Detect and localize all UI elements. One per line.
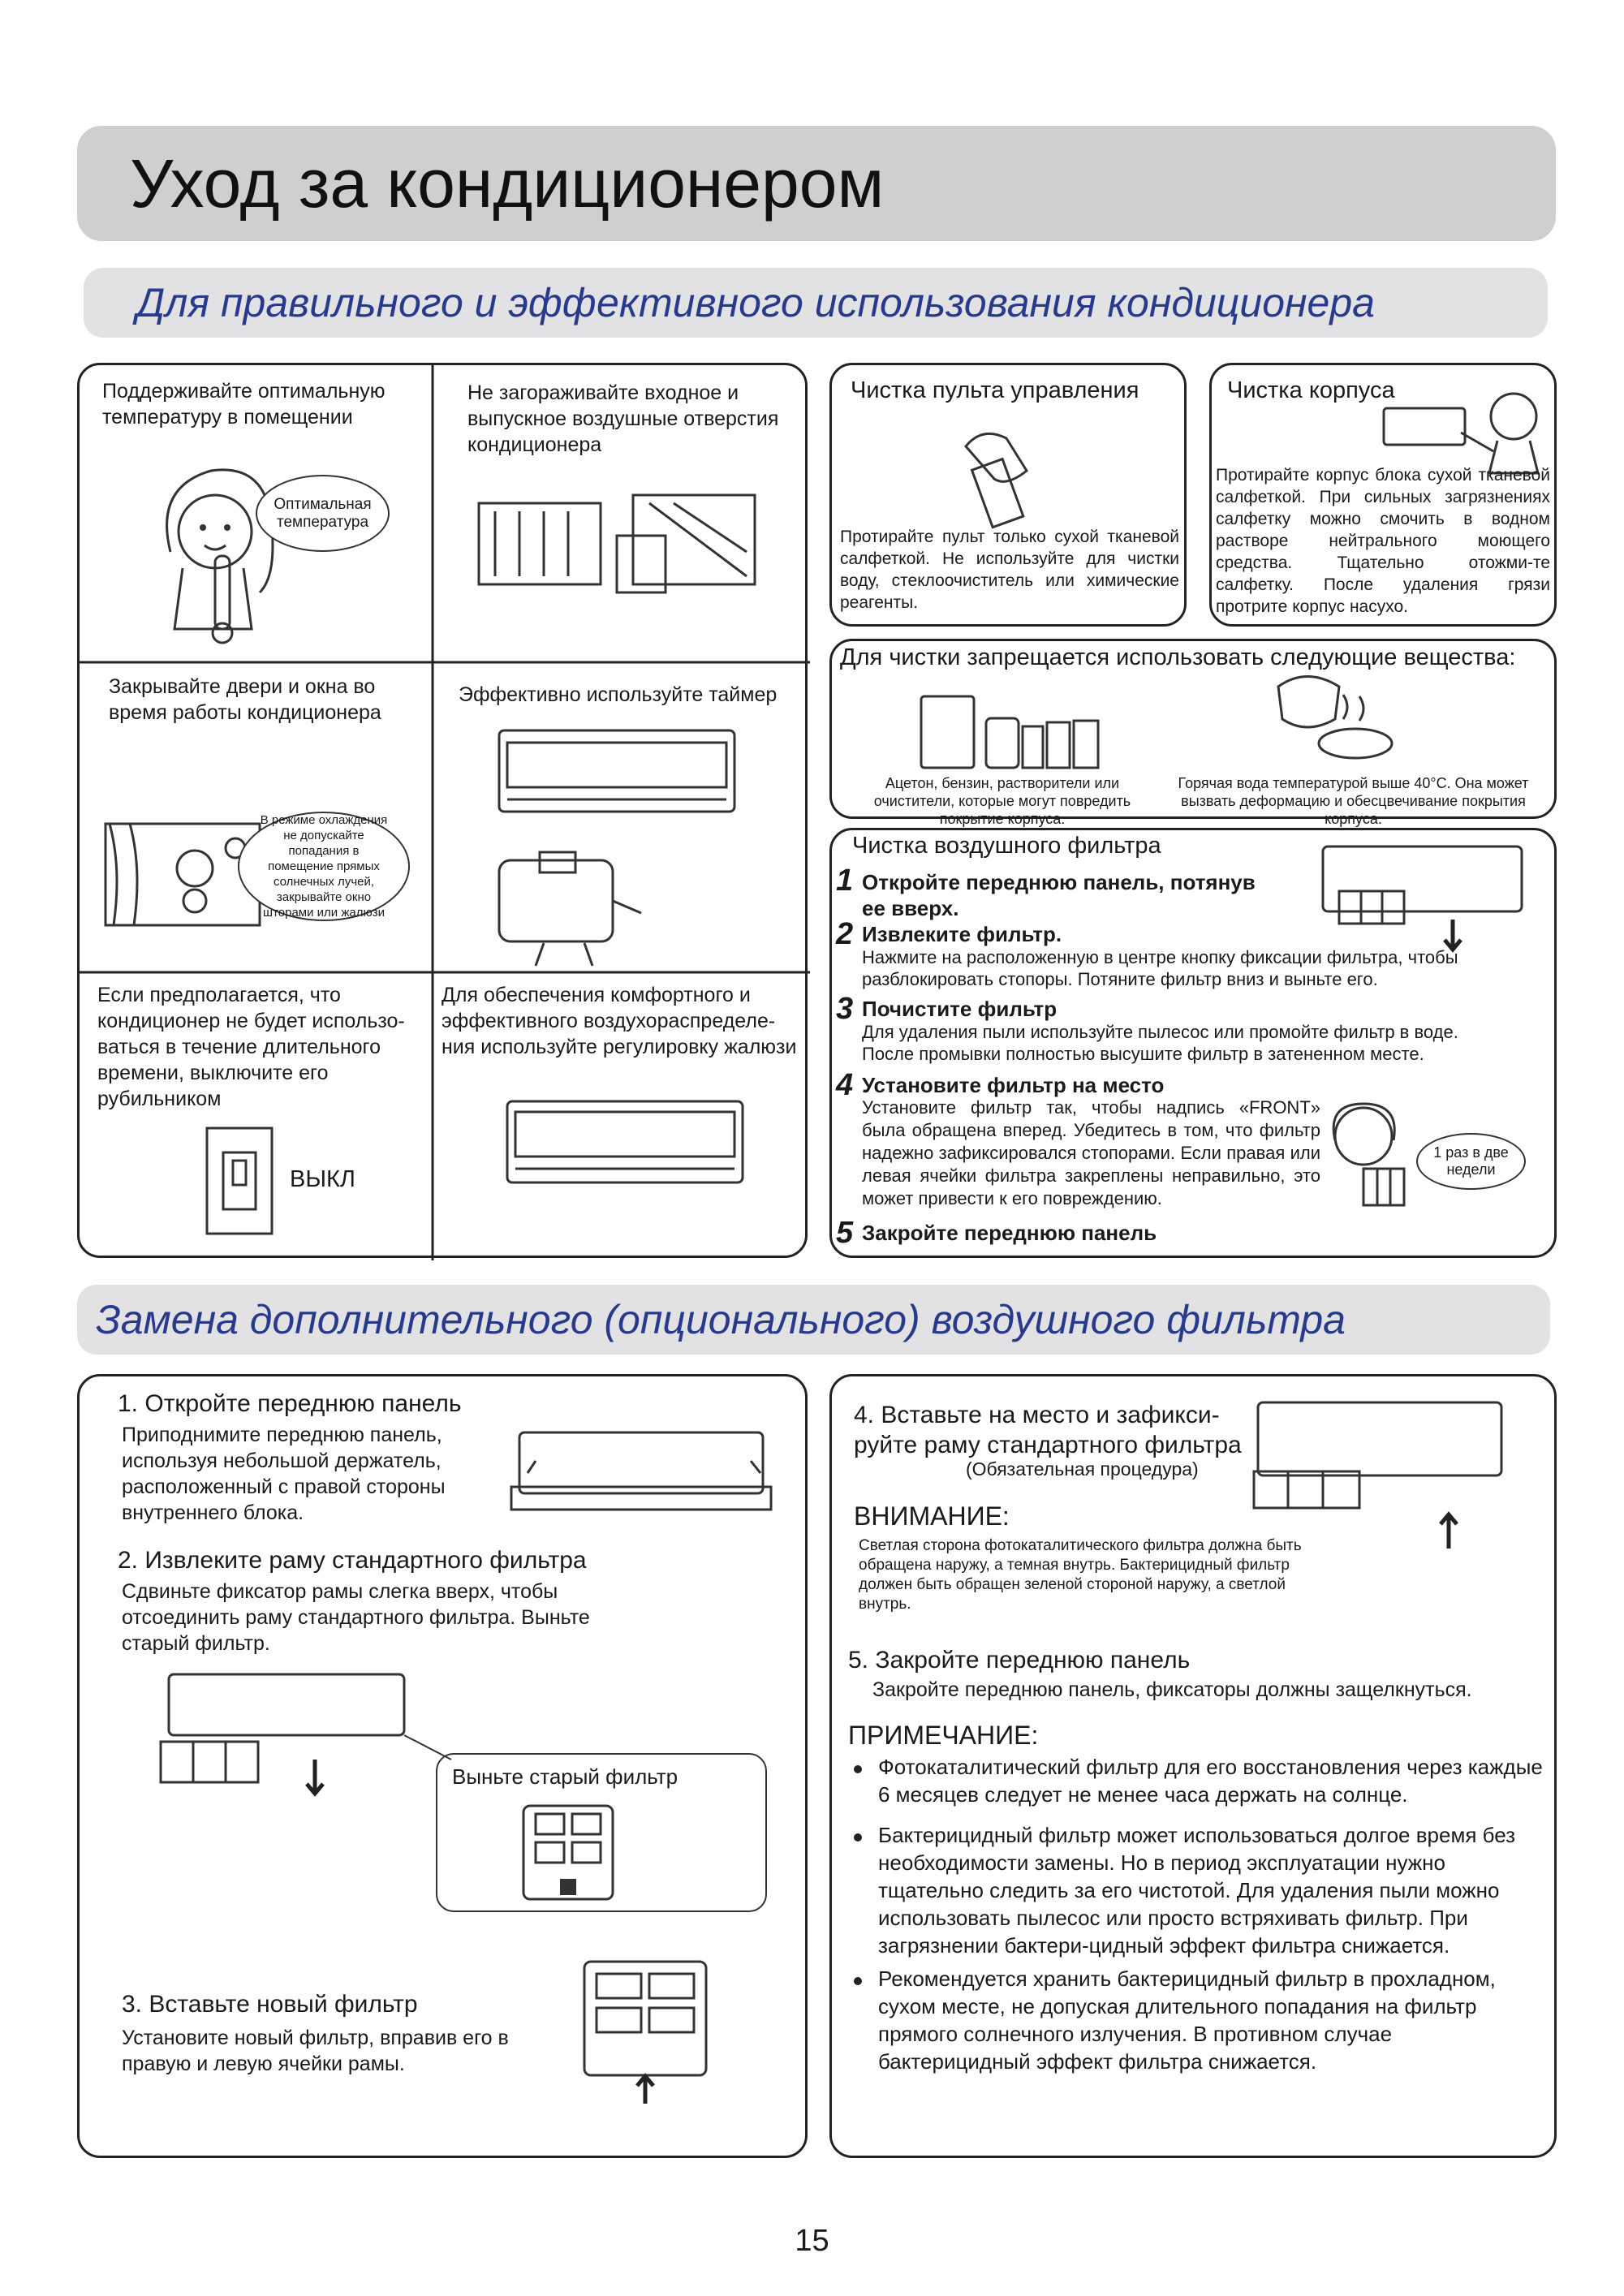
note-3-text: Рекомендуется хранить бактерицидный фильтр в прохладном, сухом месте, не допуская длительного попадания на фильтр прямого солнечного излучения. В противном случае бактерицидный эффект фильтра снижается.	[878, 1966, 1496, 2074]
filter-frequency-bubble: 1 раз в две недели	[1416, 1133, 1526, 1190]
note-bullet-3	[854, 1977, 862, 1985]
insert-frame-illustration	[1238, 1394, 1514, 1549]
breaker-illustration	[203, 1124, 276, 1238]
filter-step-4-title: Установите фильтр на место	[862, 1073, 1165, 1097]
filter-step-2-title: Извлеките фильтр.	[862, 922, 1062, 946]
section-title-filter-replacement: Замена дополнительного (опционального) воздушного фильтра	[96, 1297, 1346, 1342]
blocked-unit-illustration	[471, 487, 779, 609]
replace-step-3-text: Установите новый фильтр, вправив его в правую и левую ячейки рамы.	[122, 2027, 509, 2075]
old-filter-illustration	[515, 1802, 621, 1907]
tip-adjust-louvers: Для обеспечения комфортного и эффективного воздухораспределе-ния используйте регулировку жалюзи	[442, 984, 797, 1058]
note-1-text: Фотокаталитический фильтр для его восстановления через каждые 6 месяцев следует не менее часа держать на солнце.	[878, 1755, 1543, 1807]
replace-step-2-title: 2. Извлеките раму стандартного фильтра	[118, 1547, 587, 1574]
tip-do-not-block-vents: Не загораживайте входное и выпускное воздушные отверстия кондиционера	[467, 381, 779, 456]
section-title-usage: Для правильного и эффективного использования кондиционера	[136, 280, 1375, 325]
page-title: Уход за кондиционером	[130, 145, 885, 222]
replace-step-5-text: Закройте переднюю панель, фиксаторы должны защелкнуться.	[872, 1678, 1472, 1701]
forbidden-hot-water-text: Горячая вода температурой выше 40°С. Она может вызвать деформацию и обесцвечивание покрытия корпуса.	[1178, 775, 1529, 827]
remove-frame-illustration	[144, 1670, 412, 1808]
filter-step-3-text: Для удаления пыли используйте пылесос или промойте фильтр в воде. После промывки полностью высушите фильтр в затененном месте.	[862, 1022, 1458, 1064]
tip-switch-off-breaker: Если предполагается, что кондиционер не будет использо-ваться в течение длительного времени, выключите его рубильником	[97, 984, 405, 1110]
remote-wipe-illustration	[950, 422, 1047, 528]
note-title: ПРИМЕЧАНИЕ:	[848, 1721, 1039, 1750]
chemical-bottles-illustration	[917, 690, 1104, 771]
warning-text: Светлая сторона фотокаталитического фильтра должна быть обращена наружу, а темная внутрь. Бактерицидный фильтр должен быть обращен зеленой стороной наружу, а светлой внутрь.	[859, 1537, 1302, 1613]
optimal-temp-bubble: Оптимальная температура	[256, 475, 390, 552]
note-bullet-1	[854, 1765, 862, 1773]
filter-step-1-title: Откройте переднюю панель, потянув ее вверх.	[862, 870, 1256, 920]
filter-step-5-number: 5	[836, 1216, 854, 1250]
tip-optimal-temperature: Поддерживайте оптимальную температуру в помещении	[102, 380, 386, 429]
unit-louver-illustration	[503, 1097, 747, 1187]
new-filter-illustration	[576, 1958, 722, 2112]
filter-step-4-number: 4	[836, 1068, 854, 1102]
replace-step-3-title: 3. Вставьте новый фильтр	[122, 1991, 418, 2018]
girl-with-filter-illustration	[1319, 1100, 1412, 1213]
warning-title: ВНИМАНИЕ:	[854, 1501, 1010, 1531]
remote-cleaning-text: Протирайте пульт только сухой тканевой салфеткой. Не используйте для чистки воду, стеклоочиститель или химические реагенты.	[840, 528, 1179, 612]
filter-step-1-number: 1	[836, 864, 854, 898]
off-label: ВЫКЛ	[290, 1166, 355, 1192]
page-number: 15	[795, 2224, 829, 2258]
tip-use-timer: Эффективно используйте таймер	[459, 683, 778, 706]
sunlight-warning-bubble: В режиме охлаждения не допускайте попадания в помещение прямых солнечных лучей, закрывайте окно шторами или жалюзи	[238, 812, 410, 921]
replace-step-4-note: (Обязательная процедура)	[966, 1458, 1199, 1480]
replace-step-5-title: 5. Закройте переднюю панель	[848, 1647, 1191, 1674]
body-cleaning-text: Протирайте корпус блока сухой тканевой салфеткой. При сильных загрязнениях салфетку можно смочить в водном растворе нейтрального моющего средства. Тщательно отожми-те салфетку. После удаления грязи протрите корпус насухо.	[1216, 466, 1550, 616]
filter-removal-illustration	[1319, 842, 1530, 956]
filter-step-3-number: 3	[836, 992, 854, 1026]
remote-cleaning-title: Чистка пульта управления	[851, 377, 1139, 403]
filter-step-2-number: 2	[836, 917, 854, 951]
body-cleaning-title: Чистка корпуса	[1227, 377, 1395, 403]
filter-step-3-title: Почистите фильтр	[862, 997, 1058, 1021]
remove-filter-callout-text: Выньте старый фильтр	[452, 1764, 678, 1789]
note-bullet-2	[854, 1833, 862, 1842]
note-2-text: Бактерицидный фильтр может использоваться долгое время без необходимости замены. Но в период эксплуатации нужно тщательно следить за его чистотой. Для удаления пыли можно использовать пылесос или просто встряхивать фильтр. При загрязнении бактери-цидный эффект фильтра снижается.	[878, 1823, 1516, 1958]
filter-cleaning-title: Чистка воздушного фильтра	[852, 833, 1161, 859]
replace-step-4-title: 4. Вставьте на место и зафикси-руйте раму стандартного фильтра	[854, 1402, 1242, 1458]
filter-step-2-text: Нажмите на расположенную в центре кнопку фиксации фильтра, чтобы разблокировать стопоры. Потяните фильтр вниз и выньте его.	[862, 947, 1458, 989]
replace-step-1-text: Приподнимите переднюю панель, используя небольшой держатель, расположенный с правой стороны внутреннего блока.	[122, 1424, 446, 1524]
open-panel-illustration	[507, 1428, 775, 1518]
unit-and-remote-illustration	[495, 730, 747, 966]
replace-step-2-text: Сдвиньте фиксатор рамы слегка вверх, чтобы отсоединить раму стандартного фильтра. Выньте старый фильтр.	[122, 1580, 590, 1655]
forbidden-substances-title: Для чистки запрещается использовать следующие вещества:	[840, 644, 1516, 670]
tip-close-doors-windows: Закрывайте двери и окна во время работы кондиционера	[109, 675, 381, 724]
forbidden-chemicals-text: Ацетон, бензин, растворители или очистители, которые могут повредить покрытие корпуса.	[873, 775, 1131, 827]
replace-step-1-title: 1. Откройте переднюю панель	[118, 1390, 462, 1417]
filter-step-4-text: Установите фильтр так, чтобы надпись «FRONT» была обращена вперед. Убедитесь в том, что фильтр надежно зафиксировался стопорами. Если правая или левая ячейки фильтра закреплены неправильно, это может привести к его повреждению.	[862, 1097, 1320, 1208]
filter-step-5-title: Закройте переднюю панель	[862, 1221, 1157, 1245]
hot-water-illustration	[1274, 670, 1396, 768]
